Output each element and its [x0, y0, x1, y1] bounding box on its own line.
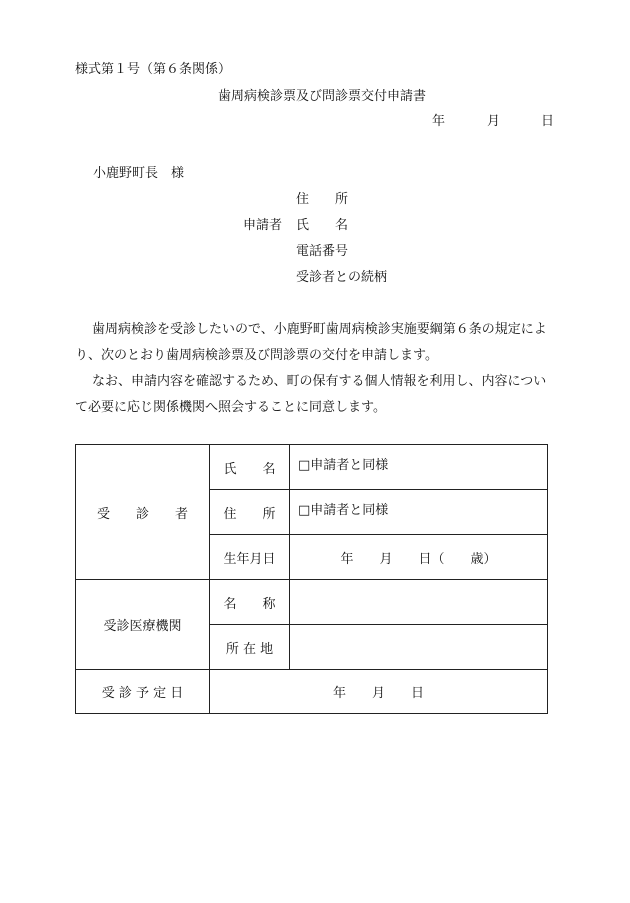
institution-location-field[interactable] — [290, 625, 548, 670]
date-day: 日 — [541, 114, 555, 129]
institution-label: 受診医療機関 — [76, 580, 210, 670]
body-paragraph-2-line-2: て必要に応じ関係機関へ照会することに同意します。 — [75, 400, 386, 415]
application-table — [75, 444, 548, 714]
body-paragraph-2-line-1: なお、申請内容を確認するため、町の保有する個人情報を利用し、内容につい — [92, 374, 547, 389]
body-paragraph-1-line-1: 歯周病検診を受診したいので、小鹿野町歯周病検診実施要綱第６条の規定によ — [92, 322, 547, 337]
institution-name-field[interactable] — [290, 580, 548, 625]
scheduled-date-label: 受 診 予 定 日 — [76, 670, 210, 714]
examinee-name-cell[interactable] — [290, 445, 548, 490]
date-year: 年 — [432, 114, 446, 129]
examinee-name-label: 氏 名 — [210, 445, 290, 490]
applicant-phone-label: 電話番号 — [296, 244, 349, 259]
page-title: 歯周病検診票及び問診票交付申請書 — [218, 89, 427, 104]
applicant-group-label: 申請者 — [243, 218, 283, 233]
examinee-birth-label: 生年月日 — [210, 535, 290, 580]
same-as-applicant-checkbox-2[interactable]: □申請者と同様 — [298, 503, 389, 518]
same-as-applicant-checkbox-1[interactable]: □申請者と同様 — [298, 458, 389, 473]
examinee-address-cell[interactable] — [290, 490, 548, 535]
examinee-address-label: 住 所 — [210, 490, 290, 535]
institution-name-label: 名 称 — [210, 580, 290, 625]
addressee: 小鹿野町長 様 — [93, 166, 185, 181]
examinee-label: 受 診 者 — [76, 445, 210, 580]
form-number: 様式第１号（第６条関係） — [75, 62, 232, 77]
examinee-birth-value[interactable]: 年 月 日（ 歳） — [290, 535, 548, 580]
institution-location-label: 所 在 地 — [210, 625, 290, 670]
applicant-address-label: 住 所 — [296, 192, 349, 207]
applicant-name-label: 氏 名 — [296, 218, 349, 233]
body-paragraph-1-line-2: り、次のとおり歯周病検診票及び問診票の交付を申請します。 — [75, 348, 438, 363]
date-month: 月 — [487, 114, 501, 129]
applicant-relation-label: 受診者との続柄 — [296, 270, 388, 285]
scheduled-date-value[interactable]: 年 月 日 — [210, 670, 548, 714]
